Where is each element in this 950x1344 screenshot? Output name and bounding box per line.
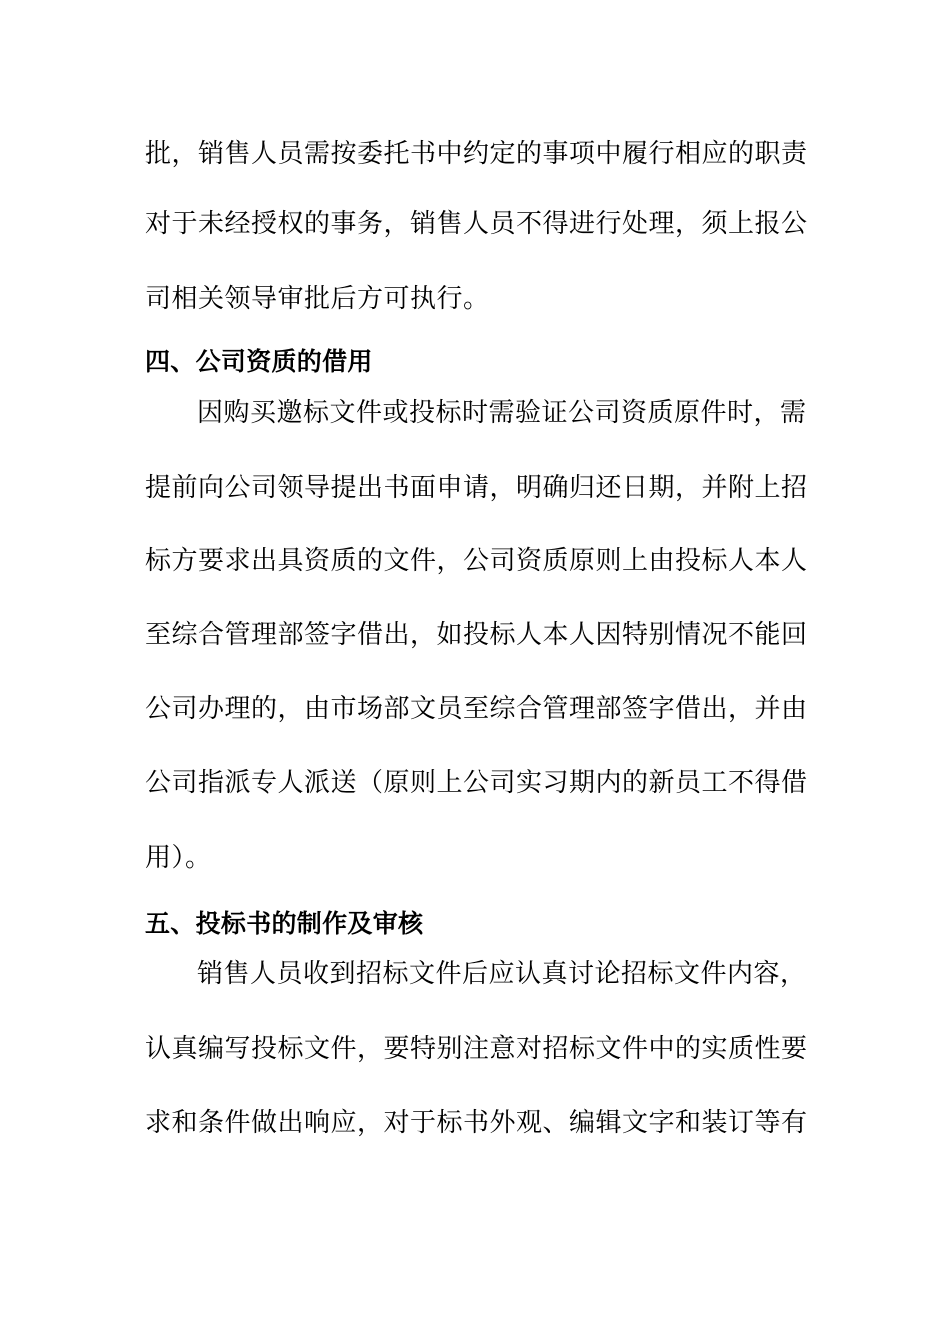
body-line-2: 对于未经授权的事务，销售人员不得进行处理，须上报公 <box>145 209 808 239</box>
section-4-line-3: 标方要求出具资质的文件，公司资质原则上由投标人本人 <box>145 546 808 576</box>
section-4-line-1: 因购买邀标文件或投标时需验证公司资质原件时，需 <box>197 398 807 428</box>
section-4-line-4: 至综合管理部签字借出，如投标人本人因特别情况不能回 <box>145 620 808 650</box>
section-4-line-6: 公司指派专人派送（原则上公司实习期内的新员工不得借 <box>145 768 808 798</box>
section-5-line-3: 求和条件做出响应，对于标书外观、编辑文字和装订等有 <box>145 1108 808 1138</box>
section-4-line-7: 用）。 <box>145 843 212 873</box>
body-line-1: 批，销售人员需按委托书中约定的事项中履行相应的职责 <box>145 139 808 169</box>
section-4-heading: 四、公司资质的借用 <box>145 347 373 376</box>
section-4-line-2: 提前向公司领导提出书面申请，明确归还日期，并附上招 <box>145 473 808 503</box>
section-5-heading: 五、投标书的制作及审核 <box>145 909 424 938</box>
section-5-line-1: 销售人员收到招标文件后应认真讨论招标文件内容， <box>197 959 807 989</box>
body-line-3: 司相关领导审批后方可执行。 <box>145 284 490 314</box>
section-4-line-5: 公司办理的，由市场部文员至综合管理部签字借出，并由 <box>145 694 808 724</box>
section-5-line-2: 认真编写投标文件，要特别注意对招标文件中的实质性要 <box>145 1034 808 1064</box>
